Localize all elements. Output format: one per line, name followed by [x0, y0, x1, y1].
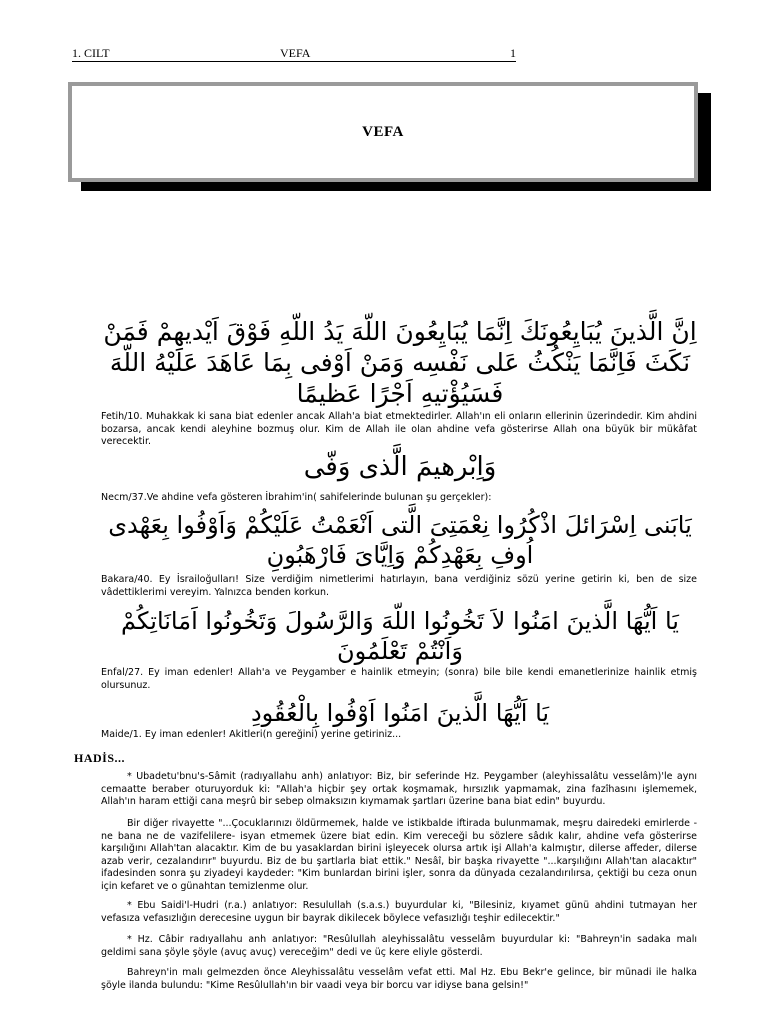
hadis-paragraph — [101, 967, 697, 992]
arabic-verse-fetih-10: اِنَّ الَّذينَ يُبَايِعُونَكَ اِنَّمَا يُبَايِعُونَ اللّهَ يَدُ اللّهِ فَوْقَ اَيْديهِمْ فَمَنْ نَكَثَ فَاِنَّمَا يَنْكُثُ عَلى نَفْسِه وَمَنْ اَوْفى بِمَا عَاهَدَ عَلَيْهُ اللّهَ فَسَيُؤْتيهِ اَجْرًا عَظيمًا — [103, 317, 697, 408]
translation-enfal-27: Enfal/27. Ey iman edenler! Allah'a ve Peygamber e hainlik etmeyin; (sonra) bile bile kendi emanetlerinize hainlik etmiş olursunuz. — [101, 667, 697, 691]
hadis-paragraph — [101, 818, 697, 893]
hadis-heading: HADİS... — [74, 751, 126, 765]
hadis-paragraph — [101, 900, 697, 925]
arabic-verse-necm-37: وَاِبْرهيمَ الَّذى وَفّى — [303, 452, 497, 482]
chapter-label: VEFA — [280, 46, 311, 60]
translation-bakara-40: Bakara/40. Ey İsrailoğulları! Size verdiğim nimetlerimi hatırlayın, bana verdiğiniz sözü yerine getirin ki, ben de size vâdettiklerimi vereyim. Yalnızca benden korkun. — [101, 574, 697, 598]
running-header — [72, 45, 516, 62]
hadis-paragraph-text: * Ubadetu'bnu's-Sâmit (radıyallahu anh) anlatıyor: Biz, bir seferinde Hz. Peygamber (aleyhissalâtu vesselâm)'le aynı cemaatte beraber oturuyorduk ki: "Allah'a hiçbir şey ortak koşmamak, hırsızlık yapmamak, zina fazîhasını işlememek, Allah'ın haram ettiği cana meşrû bir sebep olmaksızın kıymamak şartları üzerine bana biat edin" buyurdu. — [101, 771, 697, 807]
arabic-verse-enfal-27: يَا اَيُّهَا الَّذينَ امَنُوا لاَ تَخُونُوا اللّهَ وَالرَّسُولَ وَتَخُونُوا اَمَانَاتِكُمْ وَاَنْتُمْ تَعْلَمُونَ — [121, 607, 679, 665]
translation-necm-37: Necm/37.Ve ahdine vefa gösteren İbrahim'in( sahifelerinde bulunan şu gerçekler): — [101, 492, 492, 503]
translation-fetih-10: Fetih/10. Muhakkak ki sana biat edenler ancak Allah'a biat etmektedirler. Allah'ın eli onların ellerinin üzerindedir. Kim ahdini bozarsa, ancak kendi aleyhine bozmuş olur. Kim de Allah ile olan ahdine vefa gösterirse Allah ona büyük bir mükâfat verecektir. — [101, 411, 697, 447]
arabic-verse-bakara-40: يَابَنى اِسْرَائلَ اذْكُرُوا نِعْمَتِىَ الَّتى اَنْعَمْتُ عَلَيْكُمْ وَاَوْفُوا بِعَهْدى اُوفِ بِعَهْدِكُمْ وَاِيَّاىَ فَارْهَبُونِ — [108, 511, 692, 569]
title-box — [68, 82, 698, 182]
hadis-paragraph — [101, 771, 697, 809]
translation-maide-1: Maide/1. Ey iman edenler! Akitleri(n gereğini) yerine getiriniz... — [101, 729, 402, 740]
hadis-paragraph-text: Bahreyn'in malı gelmezden önce Aleyhissalâtu vesselâm vefat etti. Mal Hz. Ebu Bekr'e gelince, bir münadi ile halka şöyle ilanda bulundu: "Kime Resûlullah'ın bir vaadi veya bir borcu var idiyse bana gelsin!" — [101, 967, 697, 991]
hadis-paragraph-text: * Hz. Câbir radıyallahu anh anlatıyor: "Resûlullah aleyhissalâtu vesselâm buyurdular ki: "Bahreyn'in sadaka malı geldimi sana şöyle şöyle (avuç avuç) vereceğim" dedi ve üç kere eliyle gösterdi. — [101, 934, 697, 958]
arabic-verse-maide-1: يَا اَيُّهَا الَّذينَ امَنُوا اَوْفُوا بِالْعُقُودِ — [250, 699, 550, 727]
hadis-paragraph-text: Bir diğer rivayette "...Çocuklarınızı öldürmemek, halde ve istikbalde iftirada bulunmamak, meşru dairedeki emirlerde -ne bana ne de vazifelilere- isyan etmemek üzere biat edin. Kim vereceği bu sözlere sâdık kalır, ahdine vefa gösterirse karşılığını Allah'tan alacaktır. Kim de bu yasaklardan birini işleyecek olursa artık işi Allah'a kalmıştır, dilerse affeder, dilerse azab verir, cezalandırır" buyurdu. Biz de bu şartlarla biat ettik." Nesâî, bir başka rivayette "...karşılığını Allah'tan alacaktır" ifadesinden sonra şu ziyadeyi kaydeder: "Kim bunlardan birini işler, sonra da dünyada cezalandırılırsa, çektiği bu ceza onun için kefaret ve o günahtan temizlenme olur. — [101, 818, 697, 892]
document-title: VEFA — [362, 123, 404, 140]
volume-label: 1. CILT — [72, 46, 110, 60]
hadis-paragraph-text: * Ebu Saidi'l-Hudri (r.a.) anlatıyor: Resulullah (s.a.s.) buyurdular ki, "Bilesiniz, kıyamet günü ahdini tutmayan her vefasıza vefasızlığın derecesine uygun bir bayrak dikilecek böylece vefasızlığı teşhir edilecektir." — [101, 900, 697, 924]
hadis-paragraph — [101, 934, 697, 959]
page-number: 1 — [510, 46, 516, 60]
